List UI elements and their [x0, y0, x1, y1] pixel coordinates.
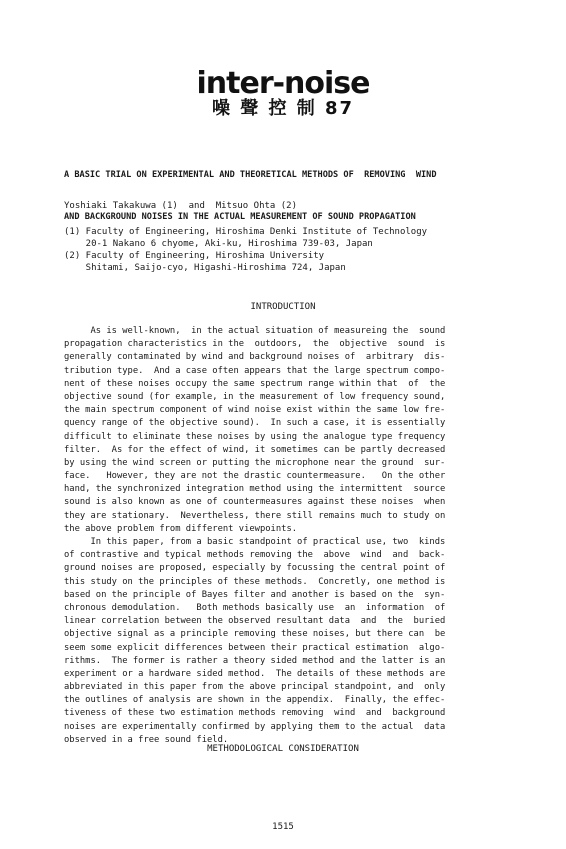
body-text: [64, 325, 504, 747]
body-line: this study on the principles of these methods. Concretly, one method is: [64, 576, 446, 587]
body-line: experiment or a hardware sided method. The details of these methods are: [64, 668, 446, 679]
section-heading: INTRODUCTION: [250, 302, 316, 312]
body-line: tribution type. And a case often appears that the large spectrum compo-: [64, 365, 446, 376]
title-line: A BASIC TRIAL ON EXPERIMENTAL AND THEORETICAL METHODS OF REMOVING WIND: [64, 170, 437, 180]
body-line: ground noises are proposed, especially by focussing the central point of: [64, 563, 446, 574]
body-line: In this paper, from a basic standpoint of practical use, two kinds: [64, 537, 446, 547]
body-line: objective signal as a principle removing these noises, but there can be: [64, 629, 446, 640]
body-line: difficult to eliminate these noises by using the analogue type frequency: [64, 431, 446, 442]
conference-logo: inter-noise: [196, 66, 370, 101]
body-line: the above problem from different viewpoints.: [64, 523, 298, 534]
body-line: observed in a free sound field.: [64, 734, 229, 745]
affiliation-line: (1) Faculty of Engineering, Hiroshima Denki Institute of Technology: [64, 227, 428, 237]
conference-logo-subtitle: 噪 聲 控 制 87: [211, 98, 355, 119]
body-line: nent of these noises occupy the same spectrum range within that of the: [64, 378, 446, 389]
body-line: rithms. The former is rather a theory sided method and the latter is an: [64, 655, 446, 666]
body-line: the main spectrum component of wind noise exist within the same low fre-: [64, 405, 446, 416]
affiliation-line: 20-1 Nakano 6 chyome, Aki-ku, Hiroshima 739-03, Japan: [64, 239, 373, 249]
authors: Yoshiaki Takakuwa (1) and Mitsuo Ohta (2): [64, 201, 297, 211]
body-line: noises are experimentally confirmed by applying them to the actual data: [64, 721, 446, 732]
affiliation-line: (2) Faculty of Engineering, Hiroshima University: [64, 251, 325, 261]
body-line: they are stationary. Nevertheless, there still remains much to study on: [64, 510, 446, 521]
body-line: linear correlation between the observed resultant data and the buried: [64, 616, 446, 627]
body-line: generally contaminated by wind and background noises of arbitrary dis-: [64, 352, 446, 363]
body-line: propagation characteristics in the outdoors, the objective sound is: [64, 339, 446, 350]
body-line: based on the principle of Bayes filter and another is based on the syn-: [64, 589, 446, 600]
body-line: chronous demodulation. Both methods basically use an information of: [64, 602, 446, 613]
body-line: quency range of the objective sound). In such a case, it is essentially: [64, 418, 446, 429]
body-line: the outlines of analysis are shown in the appendix. Finally, the effec-: [64, 695, 446, 706]
body-line: tiveness of these two estimation methods removing wind and background: [64, 708, 446, 719]
page-number: 1515: [272, 822, 294, 832]
section-heading-next: METHODOLOGICAL CONSIDERATION: [207, 744, 359, 754]
body-line: face. However, they are not the drastic countermeasure. On the other: [64, 471, 446, 482]
body-line: sound is also known as one of countermeasures against these noises when: [64, 497, 446, 508]
body-line: objective sound (for example, in the measurement of low frequency sound,: [64, 391, 446, 402]
body-line: As is well-known, in the actual situation of measureing the sound: [64, 326, 446, 336]
affiliation-line: Shitami, Saijo-cyo, Higashi-Hiroshima 724, Japan: [64, 263, 346, 273]
body-line: by using the wind screen or putting the microphone near the ground sur-: [64, 457, 446, 468]
body-line: filter. As for the effect of wind, it sometimes can be partly decreased: [64, 444, 446, 455]
title-line: AND BACKGROUND NOISES IN THE ACTUAL MEASUREMENT OF SOUND PROPAGATION: [64, 212, 416, 222]
body-line: of contrastive and typical methods removing the above wind and back-: [64, 550, 446, 561]
body-line: abbreviated in this paper from the above principal standpoint, and only: [64, 682, 446, 693]
body-line: hand, the synchronized integration method using the intermittent source: [64, 484, 446, 495]
body-line: seem some explicit differences between their practical estimation algo-: [64, 642, 446, 653]
